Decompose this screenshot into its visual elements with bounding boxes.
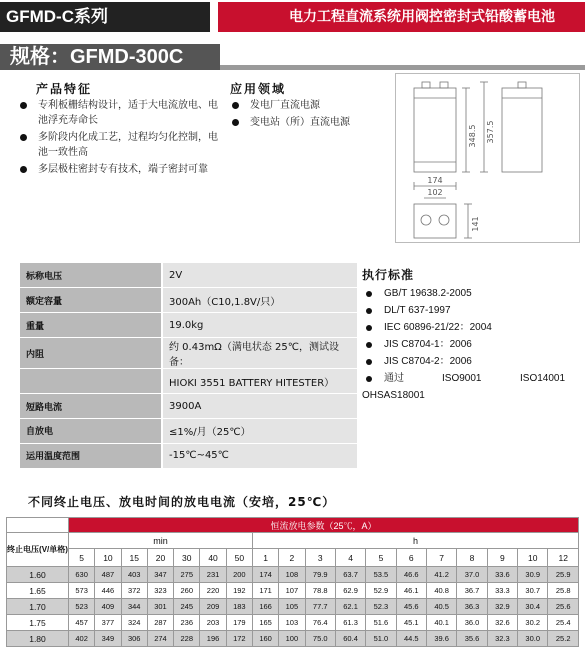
current-cell: 25.8: [548, 583, 579, 599]
current-cell: 409: [95, 599, 121, 615]
current-cell: 76.4: [305, 615, 335, 631]
current-cell: 63.7: [335, 567, 365, 583]
current-cell: 32.9: [487, 599, 517, 615]
spec-value: -15℃~45℃: [162, 443, 357, 468]
model-title: 规格：GFMD-300C: [0, 44, 220, 70]
dim-width: 141: [471, 216, 480, 232]
spec-key: 自放电: [20, 418, 162, 443]
current-cell: 344: [121, 599, 147, 615]
current-cell: 183: [226, 599, 252, 615]
dim-pitch: 102: [427, 188, 443, 197]
current-cell: 45.1: [396, 615, 426, 631]
current-cell: 30.4: [518, 599, 548, 615]
min-group-label: min: [69, 533, 253, 549]
current-cell: 323: [147, 583, 173, 599]
column-header: 4: [335, 549, 365, 567]
column-header: 1: [252, 549, 278, 567]
hour-group-label: h: [252, 533, 578, 549]
spec-value: 约 0.43mΩ（满电状态 25℃，测试设备：: [162, 338, 357, 369]
end-voltage-cell: 1.60: [7, 567, 69, 583]
current-cell: 347: [147, 567, 173, 583]
spec-key: [20, 369, 162, 394]
current-cell: 349: [95, 631, 121, 647]
current-cell: 37.0: [457, 567, 487, 583]
column-header: 10: [95, 549, 121, 567]
current-cell: 30.0: [518, 631, 548, 647]
series-name: GFMD-C系列: [0, 2, 210, 32]
current-cell: 103: [279, 615, 305, 631]
spec-row: [20, 313, 357, 338]
column-header: 20: [147, 549, 173, 567]
current-cell: 245: [174, 599, 200, 615]
current-cell: 192: [226, 583, 252, 599]
current-cell: 203: [200, 615, 226, 631]
standard-item-certifications: [362, 370, 565, 387]
current-cell: 46.6: [396, 567, 426, 583]
current-cell: 39.6: [426, 631, 456, 647]
current-cell: 75.0: [305, 631, 335, 647]
spec-row: [20, 418, 357, 443]
spec-value: 19.0kg: [162, 313, 357, 338]
current-cell: 200: [226, 567, 252, 583]
current-cell: 33.6: [487, 567, 517, 583]
current-cell: 171: [252, 583, 278, 599]
column-header: 10: [518, 549, 548, 567]
discharge-row: [7, 583, 579, 599]
row-header: 终止电压(V/单格): [7, 533, 69, 567]
spec-row: [20, 263, 357, 288]
current-cell: 60.4: [335, 631, 365, 647]
model-banner: [0, 44, 585, 72]
spec-value: 300Ah（C10,1.8V/只）: [162, 288, 357, 313]
spec-value: 2V: [162, 263, 357, 288]
current-cell: 100: [279, 631, 305, 647]
current-cell: 166: [252, 599, 278, 615]
current-cell: 62.1: [335, 599, 365, 615]
discharge-table: [6, 517, 579, 647]
dim-height-a: 348.5: [468, 124, 477, 148]
unit-group-row: [7, 533, 579, 549]
current-cell: 25.6: [548, 599, 579, 615]
current-cell: 25.4: [548, 615, 579, 631]
current-cell: 231: [200, 567, 226, 583]
column-header: 15: [121, 549, 147, 567]
standard-item: DL/T 637-1997: [362, 302, 565, 319]
spec-table: [20, 263, 357, 469]
current-cell: 377: [95, 615, 121, 631]
battery-dimension-drawing: [395, 73, 580, 243]
current-cell: 573: [69, 583, 95, 599]
current-cell: 30.2: [518, 615, 548, 631]
standards-title: 执行标准: [362, 268, 415, 282]
column-header: 5: [366, 549, 396, 567]
current-cell: 79.9: [305, 567, 335, 583]
column-header: 7: [426, 549, 456, 567]
end-voltage-cell: 1.65: [7, 583, 69, 599]
current-cell: 78.8: [305, 583, 335, 599]
current-cell: 287: [147, 615, 173, 631]
current-cell: 105: [279, 599, 305, 615]
spec-value: HIOKI 3551 BATTERY HITESTER）: [162, 369, 357, 394]
current-cell: 62.9: [335, 583, 365, 599]
dim-height-b: 357.5: [486, 120, 495, 144]
current-cell: 33.3: [487, 583, 517, 599]
current-cell: 220: [200, 583, 226, 599]
column-header: 30: [174, 549, 200, 567]
discharge-row: [7, 599, 579, 615]
spec-key: 内阻: [20, 338, 162, 369]
current-cell: 196: [200, 631, 226, 647]
column-header: 9: [487, 549, 517, 567]
current-cell: 30.9: [518, 567, 548, 583]
current-cell: 236: [174, 615, 200, 631]
spec-value: ≤1%/月（25℃）: [162, 418, 357, 443]
current-cell: 301: [147, 599, 173, 615]
spec-row: [20, 288, 357, 313]
current-cell: 630: [69, 567, 95, 583]
current-cell: 77.7: [305, 599, 335, 615]
current-cell: 179: [226, 615, 252, 631]
cert-prefix: 通过: [384, 373, 404, 384]
discharge-caption: 恒流放电参数（25℃，A）: [69, 518, 579, 533]
spec-key: 运用温度范围: [20, 443, 162, 468]
current-cell: 274: [147, 631, 173, 647]
application-item: 变电站（所）直流电源: [230, 115, 390, 130]
current-cell: 260: [174, 583, 200, 599]
current-cell: 25.9: [548, 567, 579, 583]
standard-item: IEC 60896-21/22：2004: [362, 319, 565, 336]
standard-item: GB/T 19638.2-2005: [362, 285, 565, 302]
current-cell: 324: [121, 615, 147, 631]
feature-item: 专利板栅结构设计，适于大电流放电、电池浮充寿命长: [18, 98, 218, 128]
column-header: 6: [396, 549, 426, 567]
spec-value: 3900A: [162, 394, 357, 419]
header-bar: [0, 0, 585, 34]
feature-item: 多层极柱密封专有技术，端子密封可靠: [18, 162, 218, 177]
current-cell: 61.3: [335, 615, 365, 631]
spec-row: [20, 338, 357, 369]
current-cell: 36.7: [457, 583, 487, 599]
current-cell: 403: [121, 567, 147, 583]
feature-item: 多阶段内化成工艺，过程均匀化控制，电池一致性高: [18, 130, 218, 160]
current-cell: 45.6: [396, 599, 426, 615]
current-cell: 174: [252, 567, 278, 583]
cert-line-2: [362, 387, 565, 404]
current-cell: 228: [174, 631, 200, 647]
current-cell: 457: [69, 615, 95, 631]
current-cell: 30.7: [518, 583, 548, 599]
header-title: 电力工程直流系统用阀控密封式铅酸蓄电池: [218, 2, 585, 32]
current-cell: 487: [95, 567, 121, 583]
spec-row: [20, 443, 357, 468]
features-list: [18, 98, 218, 179]
standard-item: JIS C8704-2：2006: [362, 353, 565, 370]
end-voltage-cell: 1.70: [7, 599, 69, 615]
column-header: 40: [200, 549, 226, 567]
current-cell: 51.0: [366, 631, 396, 647]
end-voltage-cell: 1.75: [7, 615, 69, 631]
current-cell: 25.2: [548, 631, 579, 647]
standards-list: [362, 285, 565, 404]
current-cell: 52.3: [366, 599, 396, 615]
discharge-row: [7, 567, 579, 583]
discharge-row: [7, 631, 579, 647]
current-cell: 40.5: [426, 599, 456, 615]
cert-ohsas: OHSAS18001: [362, 390, 425, 401]
current-cell: 36.0: [457, 615, 487, 631]
current-cell: 402: [69, 631, 95, 647]
discharge-rows: [7, 567, 579, 647]
dimension-drawing-svg: [396, 74, 581, 244]
spec-key: 短路电流: [20, 394, 162, 419]
current-cell: 523: [69, 599, 95, 615]
current-cell: 36.3: [457, 599, 487, 615]
standard-item: JIS C8704-1：2006: [362, 336, 565, 353]
column-header: 2: [279, 549, 305, 567]
column-header: 3: [305, 549, 335, 567]
column-header: 12: [548, 549, 579, 567]
current-cell: 172: [226, 631, 252, 647]
current-cell: 108: [279, 567, 305, 583]
current-cell: 32.6: [487, 615, 517, 631]
discharge-row: [7, 615, 579, 631]
current-cell: 372: [121, 583, 147, 599]
spec-row: [20, 369, 357, 394]
spec-key: 重量: [20, 313, 162, 338]
cert-iso9001: ISO9001: [442, 373, 482, 384]
column-header: 8: [457, 549, 487, 567]
current-cell: 44.5: [396, 631, 426, 647]
current-cell: 165: [252, 615, 278, 631]
current-cell: 52.9: [366, 583, 396, 599]
current-cell: 160: [252, 631, 278, 647]
spec-key: 额定容量: [20, 288, 162, 313]
dim-length: 174: [427, 176, 443, 185]
cert-iso14001: ISO14001: [520, 373, 566, 384]
current-cell: 275: [174, 567, 200, 583]
current-cell: 32.3: [487, 631, 517, 647]
column-header: 50: [226, 549, 252, 567]
current-cell: 40.8: [426, 583, 456, 599]
current-cell: 446: [95, 583, 121, 599]
current-cell: 53.5: [366, 567, 396, 583]
current-cell: 46.1: [396, 583, 426, 599]
end-voltage-cell: 1.80: [7, 631, 69, 647]
model-divider: [220, 65, 585, 70]
discharge-title: 不同终止电压、放电时间的放电电流（安培，25℃）: [28, 495, 336, 509]
current-cell: 40.1: [426, 615, 456, 631]
current-cell: 209: [200, 599, 226, 615]
current-cell: 306: [121, 631, 147, 647]
applications-list: [230, 98, 390, 132]
spec-key: 标称电压: [20, 263, 162, 288]
current-cell: 35.6: [457, 631, 487, 647]
current-cell: 107: [279, 583, 305, 599]
applications-title: 应用领域: [230, 82, 287, 96]
spec-row: [20, 394, 357, 419]
column-header-row: [7, 549, 579, 567]
current-cell: 51.6: [366, 615, 396, 631]
current-cell: 41.2: [426, 567, 456, 583]
column-header: 5: [69, 549, 95, 567]
discharge-caption-row: [7, 518, 579, 533]
features-title: 产品特征: [36, 82, 93, 96]
application-item: 发电厂直流电源: [230, 98, 390, 113]
